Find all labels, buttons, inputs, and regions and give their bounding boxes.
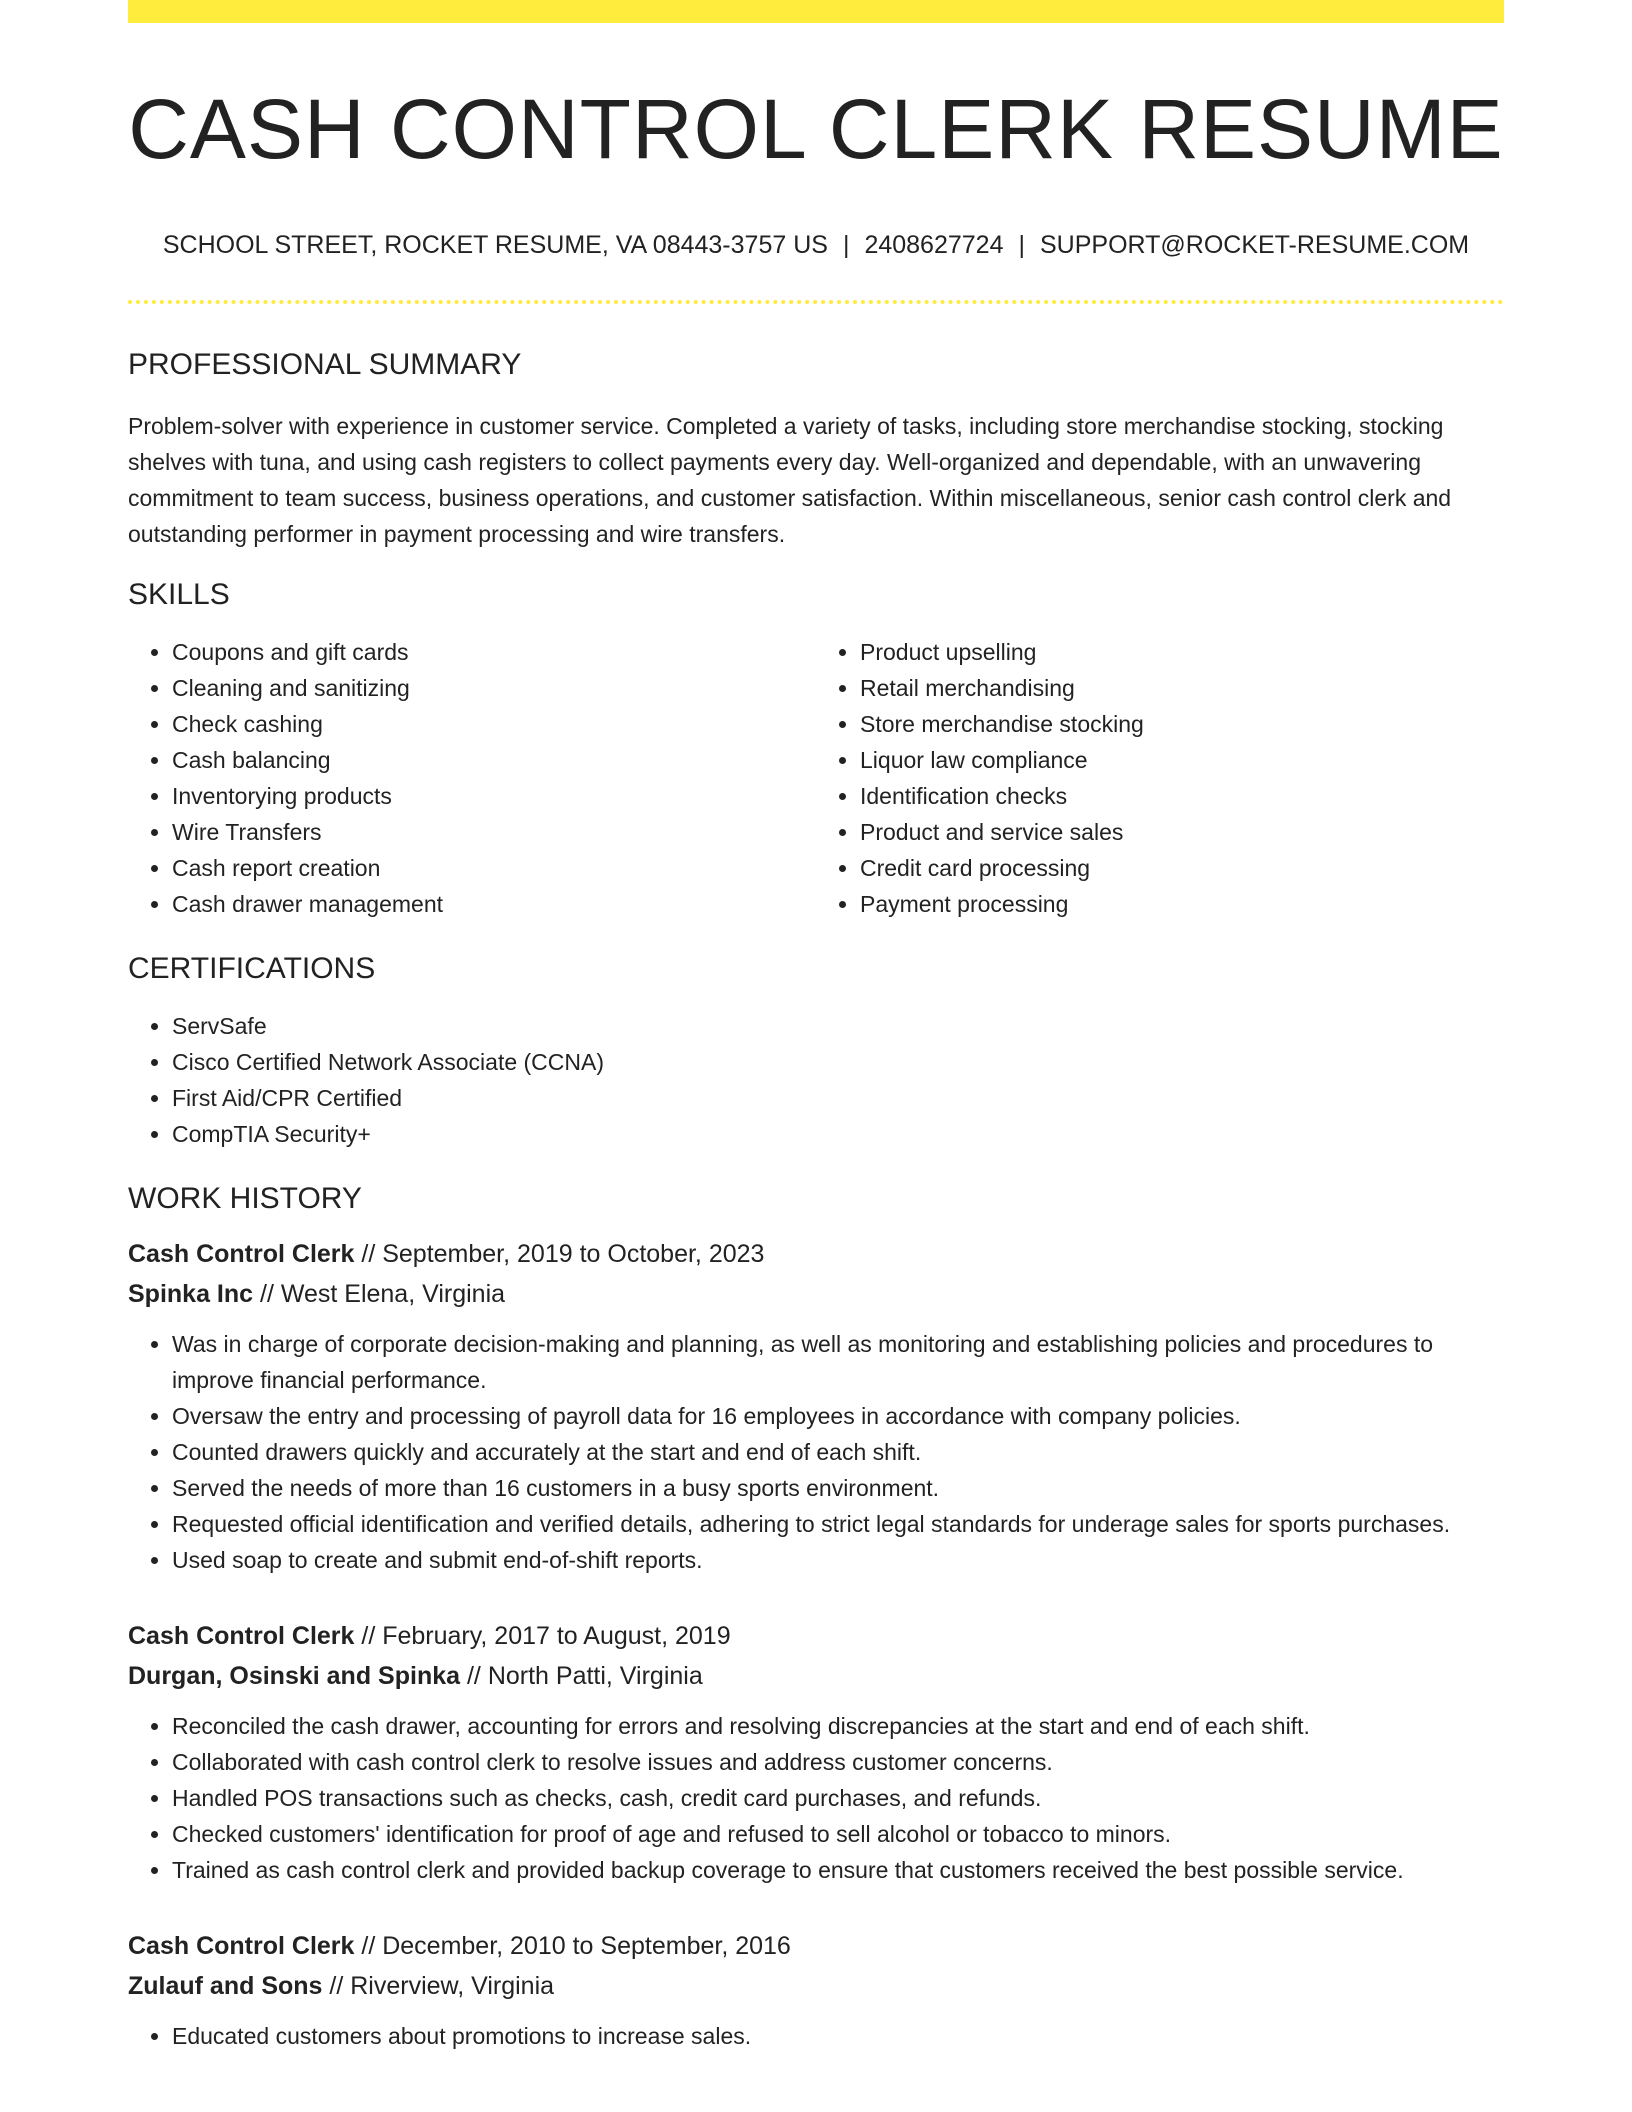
skill-item: • Payment processing bbox=[860, 886, 1504, 922]
job-bullet: • Was in charge of corporate decision-making and planning, as well as monitoring and establishing policies and procedures to improve financial performance. bbox=[172, 1326, 1504, 1398]
job-title-line bbox=[128, 1616, 1504, 1656]
job-company: Durgan, Osinski and Spinka bbox=[128, 1662, 461, 1691]
skill-item: • Cash drawer management bbox=[172, 886, 816, 922]
job-company: Zulauf and Sons bbox=[128, 1972, 323, 2001]
summary-section bbox=[128, 348, 1504, 552]
skill-item: • Cash report creation bbox=[172, 850, 816, 886]
job-bullet: • Checked customers' identification for proof of age and refused to sell alcohol or tobacco to minors. bbox=[172, 1816, 1504, 1852]
job-bullet: • Handled POS transactions such as checks, cash, credit card purchases, and refunds. bbox=[172, 1780, 1504, 1816]
job-location: // West Elena, Virginia bbox=[253, 1280, 506, 1309]
job-title: Cash Control Clerk bbox=[128, 1932, 355, 1961]
resume-title: CASH CONTROL CLERK RESUME bbox=[128, 82, 1504, 176]
job-bullets bbox=[128, 1708, 1504, 1888]
contact-separator: | bbox=[1018, 231, 1025, 260]
work-history-section bbox=[128, 1182, 1504, 2054]
resume-page bbox=[128, 0, 1504, 2054]
skill-item: • Identification checks bbox=[860, 778, 1504, 814]
job-bullet: • Reconciled the cash drawer, accounting for errors and resolving discrepancies at the start and end of each shift. bbox=[172, 1708, 1504, 1744]
job-location: // Riverview, Virginia bbox=[322, 1972, 555, 2001]
contact-line bbox=[128, 231, 1504, 260]
job-bullets bbox=[128, 1326, 1504, 1578]
top-accent-bar bbox=[128, 0, 1504, 23]
job-company-line bbox=[128, 1966, 1504, 2006]
job-dates: // December, 2010 to September, 2016 bbox=[354, 1932, 791, 1961]
skill-item: • Liquor law compliance bbox=[860, 742, 1504, 778]
skill-item: • Coupons and gift cards bbox=[172, 634, 816, 670]
job-company-line bbox=[128, 1274, 1504, 1314]
certification-item: • Cisco Certified Network Associate (CCNA) bbox=[172, 1044, 1504, 1080]
phone: 2408627724 bbox=[864, 231, 1004, 260]
skills-right-list bbox=[816, 634, 1504, 922]
contact-separator: | bbox=[842, 231, 850, 260]
work-history-heading: WORK HISTORY bbox=[128, 1182, 362, 1216]
job-entry bbox=[128, 1616, 1504, 1888]
job-dates: // February, 2017 to August, 2019 bbox=[354, 1622, 731, 1651]
job-bullet: • Requested official identification and verified details, adhering to strict legal standards for underage sales for sports purchases. bbox=[172, 1506, 1504, 1542]
job-bullet: • Collaborated with cash control clerk to resolve issues and address customer concerns. bbox=[172, 1744, 1504, 1780]
skill-item: • Cleaning and sanitizing bbox=[172, 670, 816, 706]
job-bullet: • Trained as cash control clerk and provided backup coverage to ensure that customers received the best possible service. bbox=[172, 1852, 1504, 1888]
job-company: Spinka Inc bbox=[128, 1280, 254, 1309]
skills-columns bbox=[128, 634, 1504, 922]
skill-item: • Retail merchandising bbox=[860, 670, 1504, 706]
job-entry bbox=[128, 1234, 1504, 1578]
job-title-line bbox=[128, 1926, 1504, 1966]
skill-item: • Check cashing bbox=[172, 706, 816, 742]
job-title: Cash Control Clerk bbox=[128, 1240, 355, 1269]
job-title-line bbox=[128, 1234, 1504, 1274]
certifications-list bbox=[128, 1008, 1504, 1152]
job-location: // North Patti, Virginia bbox=[460, 1662, 703, 1691]
skills-heading: SKILLS bbox=[128, 578, 230, 612]
job-dates: // September, 2019 to October, 2023 bbox=[354, 1240, 765, 1269]
summary-heading: PROFESSIONAL SUMMARY bbox=[128, 348, 522, 382]
skill-item: • Cash balancing bbox=[172, 742, 816, 778]
skill-item: • Credit card processing bbox=[860, 850, 1504, 886]
skill-item: • Product upselling bbox=[860, 634, 1504, 670]
job-bullets bbox=[128, 2018, 1504, 2054]
email: SUPPORT@ROCKET-RESUME.COM bbox=[1039, 231, 1470, 260]
skills-left-list bbox=[128, 634, 816, 922]
certification-item: • ServSafe bbox=[172, 1008, 1504, 1044]
job-bullet: • Oversaw the entry and processing of payroll data for 16 employees in accordance with company policies. bbox=[172, 1398, 1504, 1434]
summary-text: Problem-solver with experience in customer service. Completed a variety of tasks, including store merchandise stocking, stocking shelves with tuna, and using cash registers to collect payments every day. Well-organized and dependable, with an unwavering commitment to team success, business operations, and customer satisfaction. Within miscellaneous, senior cash control clerk and outstanding performer in payment processing and wire transfers. bbox=[128, 413, 1452, 548]
job-entry bbox=[128, 1926, 1504, 2054]
skill-item: • Wire Transfers bbox=[172, 814, 816, 850]
certification-item: • CompTIA Security+ bbox=[172, 1116, 1504, 1152]
certifications-heading: CERTIFICATIONS bbox=[128, 952, 376, 986]
certifications-section bbox=[128, 952, 1504, 1152]
skill-item: • Inventorying products bbox=[172, 778, 816, 814]
certification-item: • First Aid/CPR Certified bbox=[172, 1080, 1504, 1116]
address: SCHOOL STREET, ROCKET RESUME, VA 08443-3757 US bbox=[162, 231, 828, 260]
dotted-divider bbox=[128, 300, 1504, 304]
job-bullet: • Educated customers about promotions to increase sales. bbox=[172, 2018, 1504, 2054]
job-title: Cash Control Clerk bbox=[128, 1622, 355, 1651]
job-bullet: • Served the needs of more than 16 customers in a busy sports environment. bbox=[172, 1470, 1504, 1506]
skills-section bbox=[128, 578, 1504, 922]
job-bullet: • Counted drawers quickly and accurately at the start and end of each shift. bbox=[172, 1434, 1504, 1470]
job-company-line bbox=[128, 1656, 1504, 1696]
skill-item: • Product and service sales bbox=[860, 814, 1504, 850]
job-bullet: • Used soap to create and submit end-of-shift reports. bbox=[172, 1542, 1504, 1578]
skill-item: • Store merchandise stocking bbox=[860, 706, 1504, 742]
